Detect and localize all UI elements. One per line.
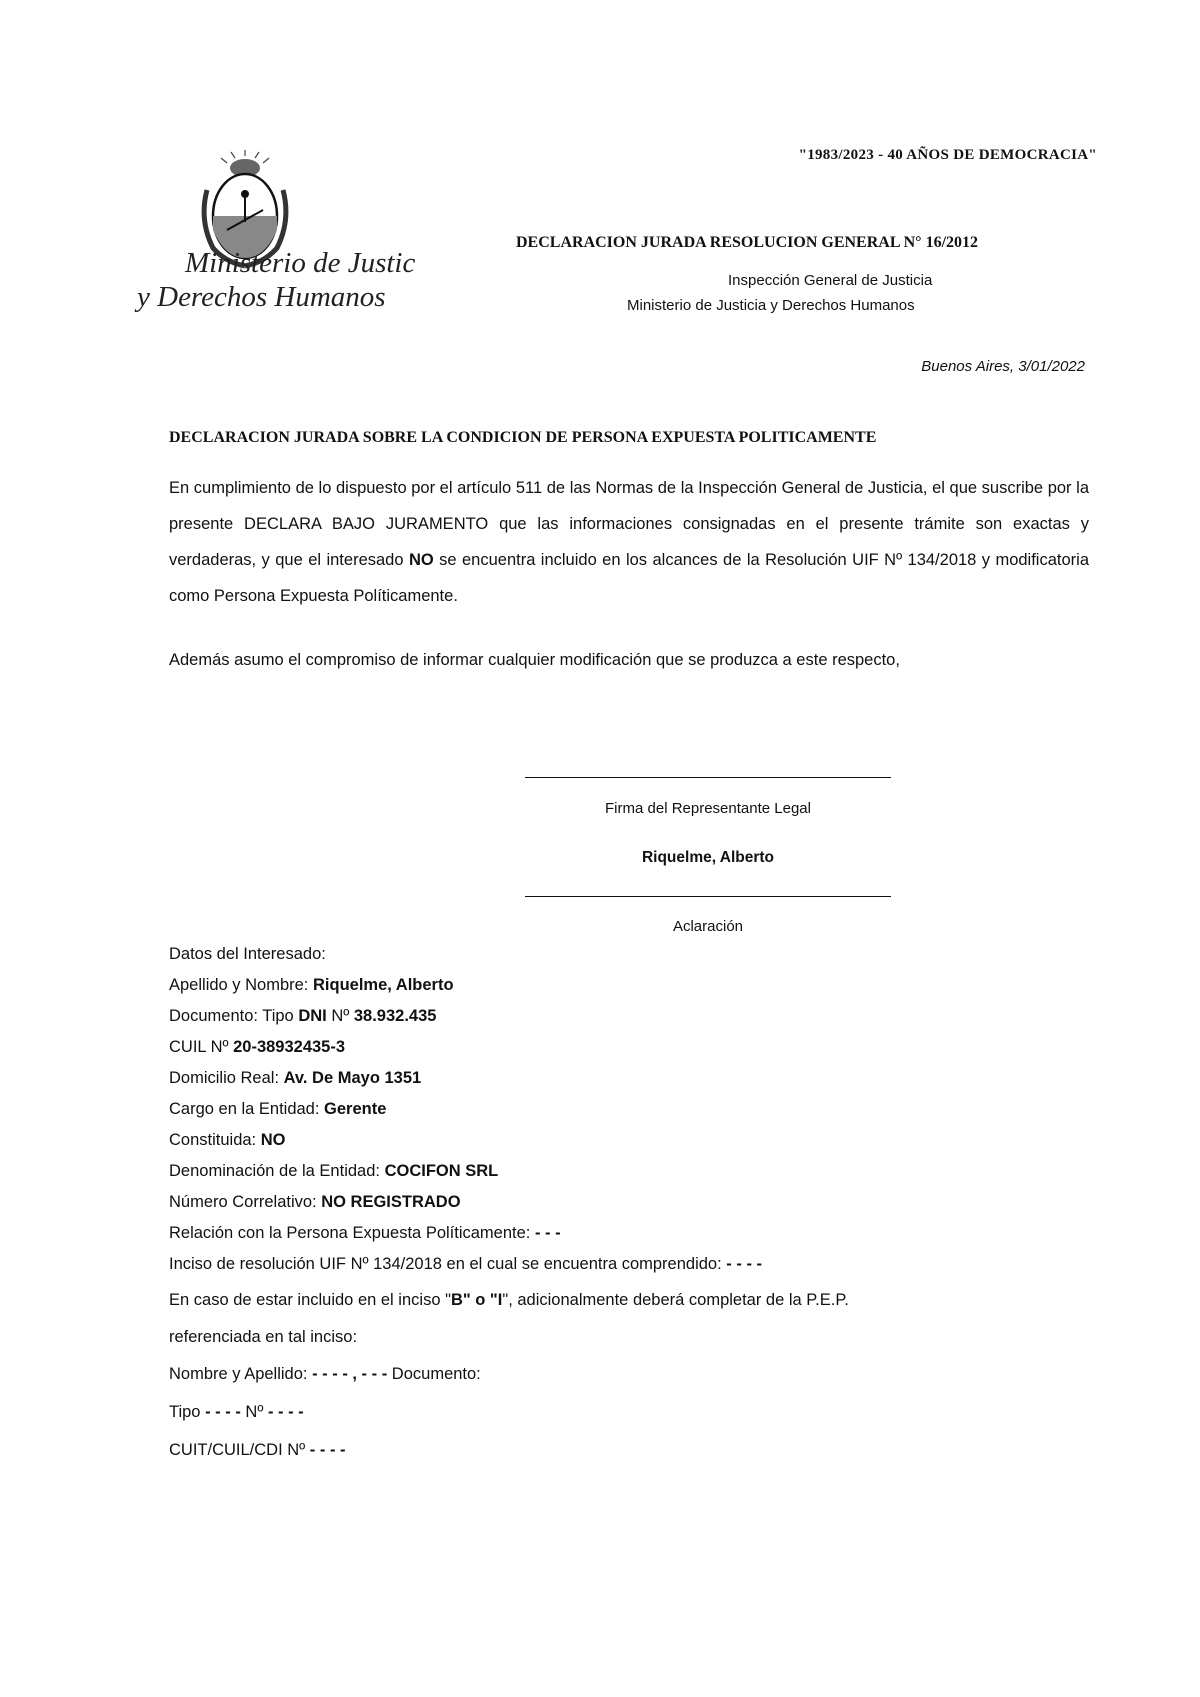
coat-of-arms-icon [95, 150, 415, 330]
aclaracion-caption: Aclaración [672, 918, 744, 935]
org-line-1: Inspección General de Justicia [728, 272, 933, 289]
pep-cuit-row: CUIT/CUIL/CDI Nº - - - - [169, 1441, 346, 1459]
constituida-row: Constituida: NO [169, 1131, 286, 1149]
relacion-row: Relación con la Persona Expuesta Políticamente: - - - [169, 1224, 561, 1242]
denominacion-row: Denominación de la Entidad: COCIFON SRL [169, 1162, 499, 1180]
org-line-2: Ministerio de Justicia y Derechos Humanos [627, 297, 915, 314]
caso-row-2: referenciada en tal inciso: [169, 1328, 358, 1346]
negation-bold: NO [408, 551, 434, 569]
signature-caption: Firma del Representante Legal [605, 800, 811, 817]
pep-tipo-row: Tipo - - - - Nº - - - - [169, 1403, 304, 1421]
democracy-motto: "1983/2023 - 40 AÑOS DE DEMOCRACIA" [798, 147, 1097, 163]
signer-name: Riquelme, Alberto [641, 849, 775, 866]
signature-line [525, 777, 891, 778]
declaration-paragraph: En cumplimiento de lo dispuesto por el artículo 511 de las Normas de la Inspección General de Justicia, el que suscribe por la presente DECLARA BAJO JURAMENTO que las informaciones consignadas en el presente trámite son exactas y verdaderas, y que el interesado NO se encuentra incluido en los alcances de la Resolución UIF Nº 134/2018 y modificatoria como Persona Expuesta Políticamente. [169, 479, 1089, 605]
inciso-row: Inciso de resolución UIF Nº 134/2018 en el cual se encuentra comprendido: - - - - [169, 1255, 763, 1273]
caso-row: En caso de estar incluido en el inciso "B" o "I", adicionalmente deberá completar de la P.E.P. [169, 1291, 849, 1309]
cargo-row: Cargo en la Entidad: Gerente [169, 1100, 387, 1118]
documento-row: Documento: Tipo DNI Nº 38.932.435 [169, 1007, 437, 1025]
interesado-heading: Datos del Interesado: [169, 945, 326, 963]
apellido-row: Apellido y Nombre: Riquelme, Alberto [169, 976, 454, 994]
ministry-logo [95, 150, 415, 330]
logo-text-line1: Ministerio de Justicia [185, 247, 415, 279]
commitment-paragraph: Además asumo el compromiso de informar cualquier modificación que se produzca a este respecto, [169, 651, 900, 669]
aclaracion-line [525, 896, 891, 897]
cuil-row: CUIL Nº 20-38932435-3 [169, 1038, 346, 1056]
domicilio-row: Domicilio Real: Av. De Mayo 1351 [169, 1069, 422, 1087]
section-title: DECLARACION JURADA SOBRE LA CONDICION DE PERSONA EXPUESTA POLITICAMENTE [169, 429, 877, 446]
logo-text-line2: y Derechos Humanos [137, 281, 386, 313]
correlativo-row: Número Correlativo: NO REGISTRADO [169, 1193, 461, 1211]
place-date: Buenos Aires, 3/01/2022 [921, 358, 1085, 375]
pep-nombre-row: Nombre y Apellido: - - - - , - - - Documento: [169, 1365, 481, 1383]
document-title: DECLARACION JURADA RESOLUCION GENERAL N° 16/2012 [516, 234, 979, 251]
